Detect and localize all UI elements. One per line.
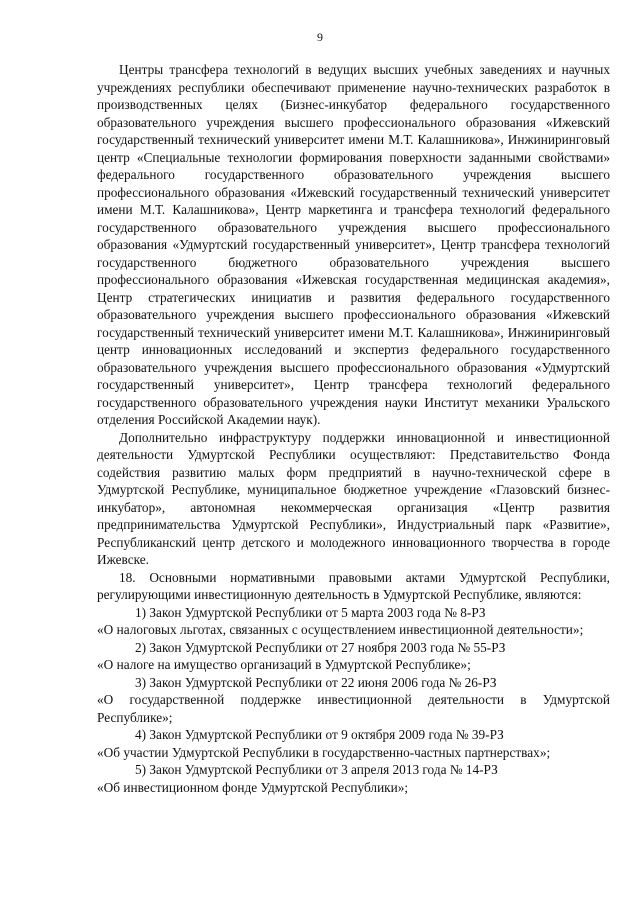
paragraph-innovation-infrastructure: Дополнительно инфраструктуру поддержки инновационной и инвестиционной деятельности Удмуртской Республики осуществляют: Представительство Фонда содействия развитию малых форм предприятий в научно-технической сфере в Удмуртской Республике, муниципальное бюджетное учреждение «Глазовский бизнес-инкубатор», автономная некоммерческая организация «Центр развития предпринимательства Удмуртской Республики», Индустриальный парк «Развитие», Республиканский центр детского и молодежного инновационного творчества в городе Ижевске. <box>97 429 610 567</box>
paragraph-technology-transfer-centers: Центры трансфера технологий в ведущих высших учебных заведениях и научных учреждениях республики обеспечивают применение научно-технических разработок в производственных целях (Бизнес-инкубатор федерального государственного образовательного учреждения высшего профессионального образования «Ижевский государственный технический университет имени М.Т. Калашникова», Инжиниринговый центр «Специальные технологии формирования поверхности заданными свойствами» федерального государственного образовательного учреждения высшего профессионального образования «Ижевский государственный технический университет имени М.Т. Калашникова», Центр маркетинга и трансфера технологий федерального государственного образовательного учреждения высшего профессионального образования «Удмуртский государственный университет», Центр трансфера технологий государственного бюджетного образовательного учреждения высшего профессионального образования «Ижевская государственная медицинская академия», Центр стратегических инициатив и развития федерального государственного образовательного учреждения высшего профессионального образования «Ижевский государственный технический университет имени М.Т. Калашникова», Инжиниринговый центр инновационных исследований и экспертиз федерального государственного образовательного учреждения высшего профессионального образования «Удмуртский государственный университет», Центр трансфера технологий федерального государственного образовательного учреждения науки Институт механики Уральского отделения Российской Академии наук). <box>97 62 610 427</box>
document-body <box>97 61 610 796</box>
law-5-title: «Об инвестиционном фонде Удмуртской Республики»; <box>97 779 409 795</box>
law-3-title: «О государственной поддержке инвестиционной деятельности в Удмуртской Республике»; <box>97 692 610 725</box>
law-3-number: 3) Закон Удмуртской Республики от 22 июня 2006 года № 26-РЗ <box>135 674 497 690</box>
law-1-number: 1) Закон Удмуртской Республики от 5 марта 2003 года № 8-РЗ <box>135 604 486 620</box>
law-4-number: 4) Закон Удмуртской Республики от 9 октября 2009 года № 39-РЗ <box>135 727 504 742</box>
law-4-title: «Об участии Удмуртской Республики в государственно-частных партнерствах»; <box>97 744 551 760</box>
page-number: 9 <box>317 30 323 44</box>
law-5-number: 5) Закон Удмуртской Республики от 3 апреля 2013 года № 14-РЗ <box>135 762 498 777</box>
section-18-intro: 18. Основными нормативными правовыми актами Удмуртской Республики, регулирующими инвестиционную деятельность в Удмуртской Республике, являются: <box>97 569 610 602</box>
law-1-title: «О налоговых льготах, связанных с осуществлением инвестиционной деятельности»; <box>97 622 584 637</box>
law-2-number: 2) Закон Удмуртской Республики от 27 ноября 2003 года № 55-РЗ <box>135 639 506 655</box>
law-2-title: «О налоге на имущество организаций в Удмуртской Республике»; <box>97 657 471 672</box>
